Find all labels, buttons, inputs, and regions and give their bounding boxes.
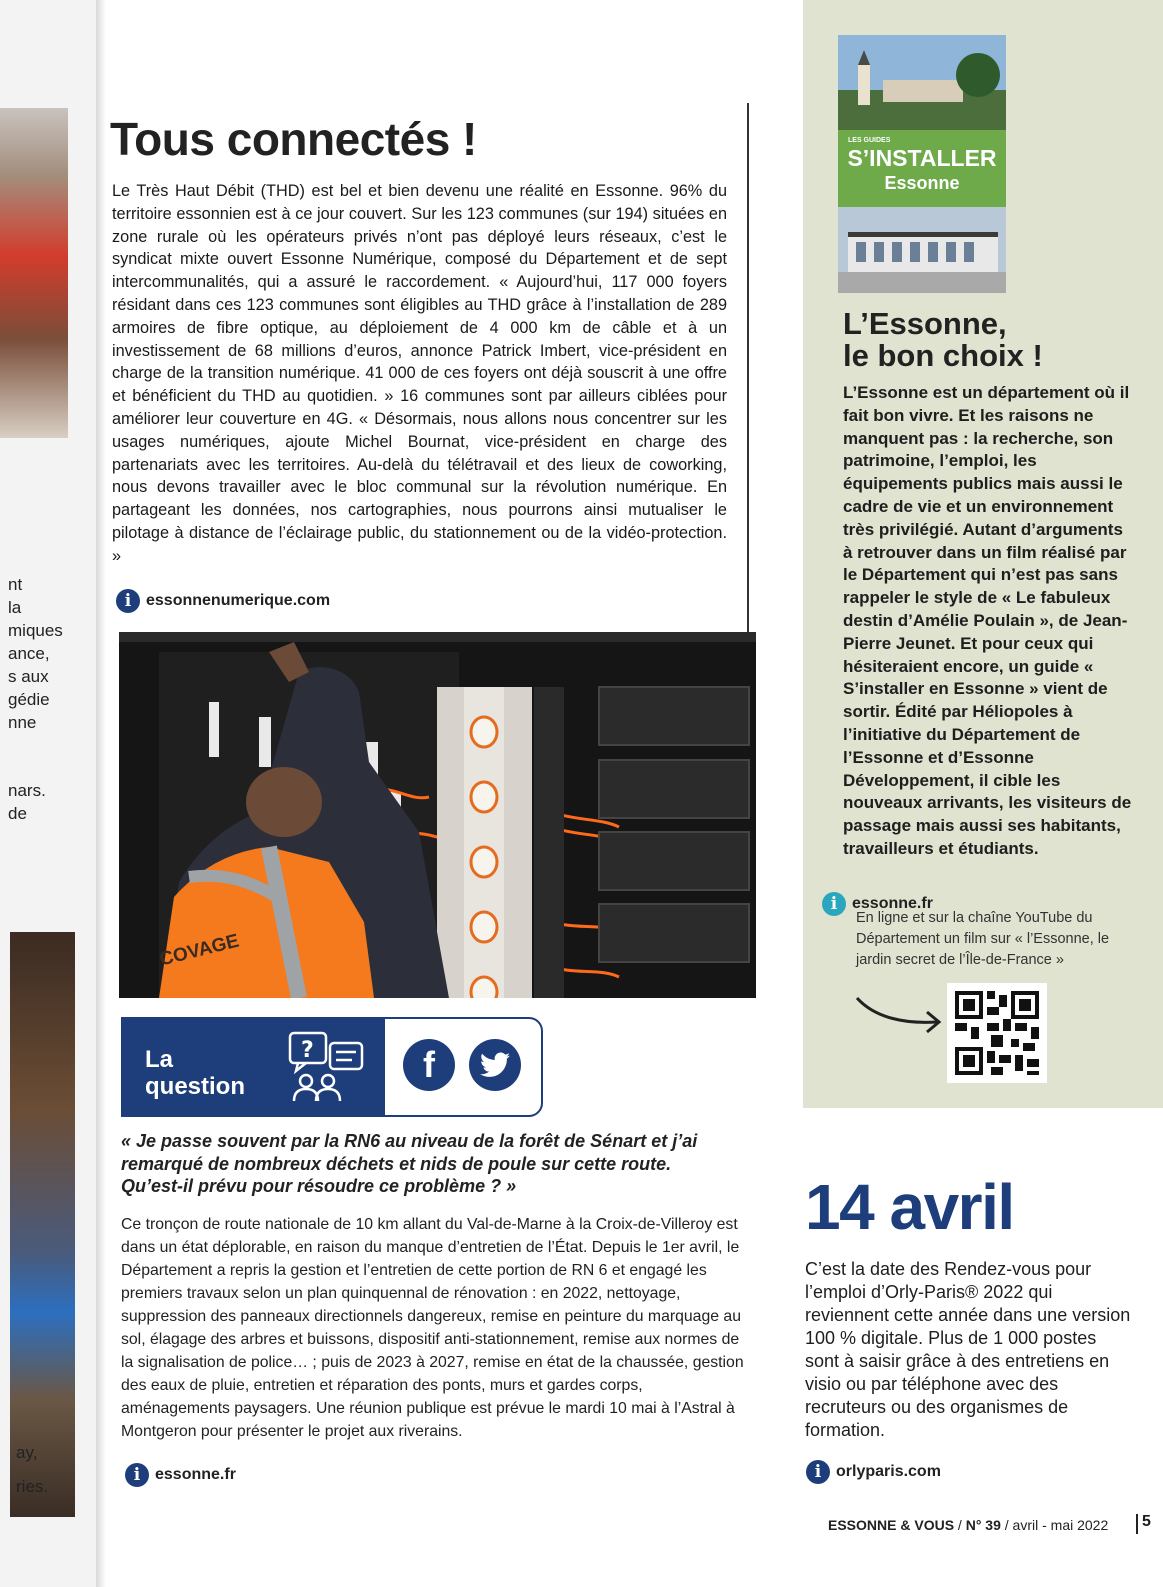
book-subtitle: Essonne (884, 173, 960, 193)
page-footer (828, 1517, 1108, 1533)
previous-page-edge (0, 0, 105, 1587)
twitter-bird-glyph (480, 1052, 510, 1078)
previous-page-fragment: nars. (8, 781, 46, 800)
facebook-icon[interactable]: f (403, 1039, 455, 1091)
question-link-text[interactable]: essonne.fr (155, 1466, 236, 1483)
info-icon: i (125, 1463, 149, 1487)
article-body (112, 180, 727, 568)
sidebar-text: L’Essonne est un département où il fait bon vivre. Et les raisons ne manquent pas : la recherche, son patrimoine, l’emploi, les équipements publics mais aussi le cadre de vie et un environnement très privilégié. Autant d’arguments à retrouver dans un film réalisé par le Département qui n’est pas sans rappeler le style de « Le fabuleux destin d’Amélie Poulain », de Jean-Pierre Jeunet. Et pour ceux qui hésiteraient encore, un guide « S’installer en Essonne » vient de sortir. Édité par Héliopoles à l’initiative du Département de l’Essonne et d’Essonne Développement, il cible les nouveaux arrivants, les visiteurs de passage mais aussi ses habitants, travailleurs et étudiants. (843, 383, 1132, 858)
previous-page-fragment: nt (8, 575, 23, 594)
previous-page-photo (0, 108, 68, 438)
question-banner-label-area (123, 1019, 385, 1115)
previous-page-fragment: gédie (8, 690, 50, 709)
page-number: 5 (1142, 1513, 1151, 1530)
sidebar-link-text[interactable]: essonne.fr (852, 895, 933, 912)
sidebar-title: L’Essonne, le bon choix ! (843, 306, 1043, 373)
page-number-divider (1136, 1514, 1138, 1534)
question-info-link[interactable] (125, 1463, 236, 1487)
book-cover-photo (838, 35, 1006, 130)
qr-code[interactable] (947, 983, 1047, 1083)
question-label: La question (145, 1046, 245, 1100)
previous-page-fragment: ance, (8, 644, 50, 663)
previous-page-fragment: ay, (16, 1443, 38, 1462)
column-divider (747, 103, 749, 633)
svg-text:?: ? (301, 1038, 314, 1063)
previous-page-fragment: s aux (8, 667, 49, 686)
previous-page-fragment: de (8, 804, 27, 823)
footer-magazine: ESSONNE & VOUS (828, 1517, 955, 1533)
footer-issue: N° 39 (965, 1517, 1001, 1533)
footer-separator: / (1000, 1517, 1013, 1533)
previous-page-photo (10, 932, 75, 1517)
question-people-icon (286, 1031, 368, 1103)
twitter-icon[interactable] (469, 1039, 521, 1091)
book-series-label: LES GUIDES (848, 137, 891, 144)
page-gutter (96, 0, 110, 1587)
footer-date: avril - mai 2022 (1012, 1517, 1109, 1533)
book-cover-building (838, 207, 1006, 293)
guide-book-cover (838, 35, 1006, 293)
arrow-icon (855, 992, 945, 1037)
footer-separator: / (954, 1517, 966, 1533)
event-date: 14 avril (805, 1171, 1014, 1243)
qr-code-icon (947, 983, 1047, 1083)
book-title: S’INSTALLER (847, 145, 997, 171)
article-paragraph: Le Très Haut Débit (THD) est bel et bien devenu une réalité en Essonne. 96% du territoire essonnien est à ce jour couvert. Sur les 123 communes (sur 194) situées en zone rurale où les opérateurs privés n’ont pas déployé leurs réseaux, c’est le syndicat mixte ouvert Essonne Numérique, composé du Département et de sept intercommunalités, qui a assuré le raccordement. « Aujourd’hui, 117 000 foyers résidant dans ces 123 communes sont éligibles au THD grâce à l’installation de 289 armoires de fibre optique, au déploiement de 4 000 km de câble et à un investissement de 68 millions d’euros, annonce Patrick Imbert, vice-président en charge de la transition numérique. 41 000 de ces foyers ont déjà souscrit à une offre et bénéficient du THD au quotidien. » 16 communes sont par ailleurs ciblées pour améliorer leur couverture en 4G. « Désormais, nous allons nous concentrer sur les usages numériques, ajoute Michel Bournat, vice-président en charge des partenariats avec les territoires. Au-delà du télétravail et des lieux de coworking, nous devons travailler avec le bloc communal sur la révolution numérique. En partageant les données, nos cartographies, nous pourrons ainsi mutualiser le pilotage à distance de l’éclairage public, du stationnement ou de la vidéo-protection. » (112, 182, 727, 565)
article-link-text[interactable]: essonnenumerique.com (146, 592, 331, 609)
previous-page-fragment: miques (8, 621, 63, 640)
sidebar-link-description: En ligne et sur la chaîne YouTube du Département un film sur « l’Essonne, le jardin secret de l’Île-de-France » (856, 910, 1110, 968)
event-info-link[interactable] (806, 1460, 941, 1484)
question-quote: « Je passe souvent par la RN6 au niveau de la forêt de Sénart et j’ai remarqué de nombreux déchets et nids de poule sur cette route. Qu’est-il prévu pour résoudre ce problème ? » (121, 1131, 698, 1196)
event-link-text[interactable]: orlyparis.com (836, 1463, 941, 1480)
question-banner (121, 1017, 543, 1117)
article-info-link[interactable] (116, 589, 330, 613)
previous-page-fragment: la (8, 598, 22, 617)
question-answer: Ce tronçon de route nationale de 10 km allant du Val-de-Marne à la Croix-de-Villeroy est dans un état déplorable, en raison du manque d’entretien de l’État. Depuis le 1er avril, le Département a repris la gestion et l’entretien de cette portion de RN 6 et engagé les premiers travaux selon un plan quinquennal de rénovation : en 2022, nettoyage, suppression des panneaux directionnels dangereux, remise en peinture du marquage au sol, élagage des arbres et buissons, dispositif anti-stationnement, remise aux normes de la signalisation de police… ; puis de 2023 à 2027, remise en état de la chaussée, gestion des eaux de pluie, entretien et réparation des ponts, murs et gardes corps, aménagements paysagers. Une réunion publique est prévue le mardi 10 mai à l’Astral à Montgeron pour présenter le projet aux riverains. (121, 1216, 744, 1440)
info-icon: i (116, 589, 140, 613)
event-text: C’est la date des Rendez-vous pour l’emploi d’Orly-Paris® 2022 qui reviennent cette année dans une version 100 % digitale. Plus de 1 000 postes sont à saisir grâce à des entretiens en visio ou par téléphone avec des recruteurs ou des organismes de formation. (805, 1259, 1131, 1440)
previous-page-fragment: nne (8, 713, 37, 732)
previous-page-fragment: ries. (16, 1477, 49, 1496)
info-icon: i (806, 1460, 830, 1484)
article-title: Tous connectés ! (110, 113, 477, 165)
info-icon: i (822, 892, 846, 916)
article-photo (119, 632, 756, 998)
vest-logo-text: COVAGE (157, 930, 242, 971)
